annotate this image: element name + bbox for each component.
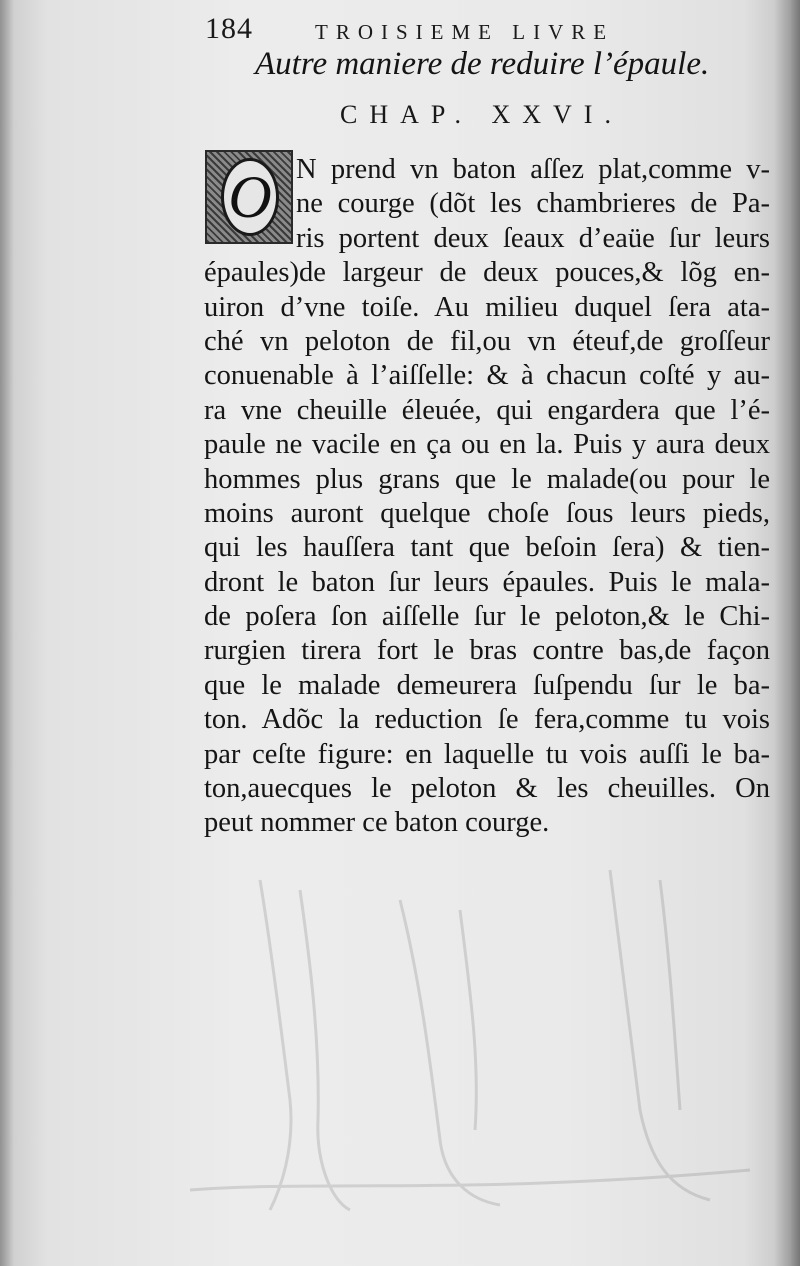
text-line: de poſera ſon aiſſelle ſur le peloton,& le Chi-: [204, 601, 770, 633]
chapter-heading: CHAP. XXVI.: [340, 100, 623, 129]
text-line: moins auront quelque choſe ſous leurs pieds,: [204, 497, 770, 529]
text-line: ton. Adõc la reduction ſe fera,comme tu vois: [204, 704, 770, 736]
text-line: par ceſte figure: en laquelle tu vois auſſi le ba-: [204, 738, 770, 770]
show-through-illustration: [170, 860, 770, 1220]
text-line: qui les hauſſera tant que beſoin ſera) & tien-: [204, 532, 770, 564]
section-title: Autre maniere de reduire l’épaule.: [255, 46, 710, 82]
text-line: peut nommer ce baton courge.: [204, 807, 550, 839]
text-line: paule ne vacile en ça ou en la. Puis y aura deux: [204, 429, 770, 461]
text-line: rurgien tirera fort le bras contre bas,de façon: [204, 635, 770, 667]
page-gutter-shadow: [774, 0, 800, 1266]
text-line: ne courge (dõt les chambrieres de Pa-: [296, 188, 770, 220]
text-line: dront le baton ſur leurs épaules. Puis le mala-: [204, 566, 770, 598]
text-line: ton,auecques le peloton & les cheuilles. On: [204, 773, 770, 805]
text-line: ché vn peloton de fil,ou vn éteuf,de groſſeur: [204, 325, 770, 357]
decorated-initial-letter: O: [221, 158, 279, 236]
text-line: ris portent deux ſeaux d’eaüe ſur leurs: [296, 222, 770, 254]
text-line: ra vne cheuille éleuée, qui engardera que l’é-: [204, 394, 770, 426]
body-text: [204, 153, 770, 841]
page-left-edge-shadow: [0, 0, 14, 1266]
text-line: épaules)de largeur de deux pouces,& lõg en-: [204, 257, 770, 289]
text-line: N prend vn baton aſſez plat,comme v-: [296, 154, 770, 185]
running-title: TROISIEME LIVRE: [315, 20, 615, 44]
page-number: 184: [205, 12, 253, 45]
text-line: conuenable à l’aiſſelle: & à chacun coſté y au-: [204, 360, 770, 392]
text-line: que le malade demeurera ſuſpendu ſur le ba-: [204, 669, 770, 701]
page-header: [205, 8, 720, 48]
text-line: uiron d’vne toiſe. Au milieu duquel ſera ata-: [204, 291, 770, 323]
text-line: hommes plus grans que le malade(ou pour le: [204, 463, 770, 495]
